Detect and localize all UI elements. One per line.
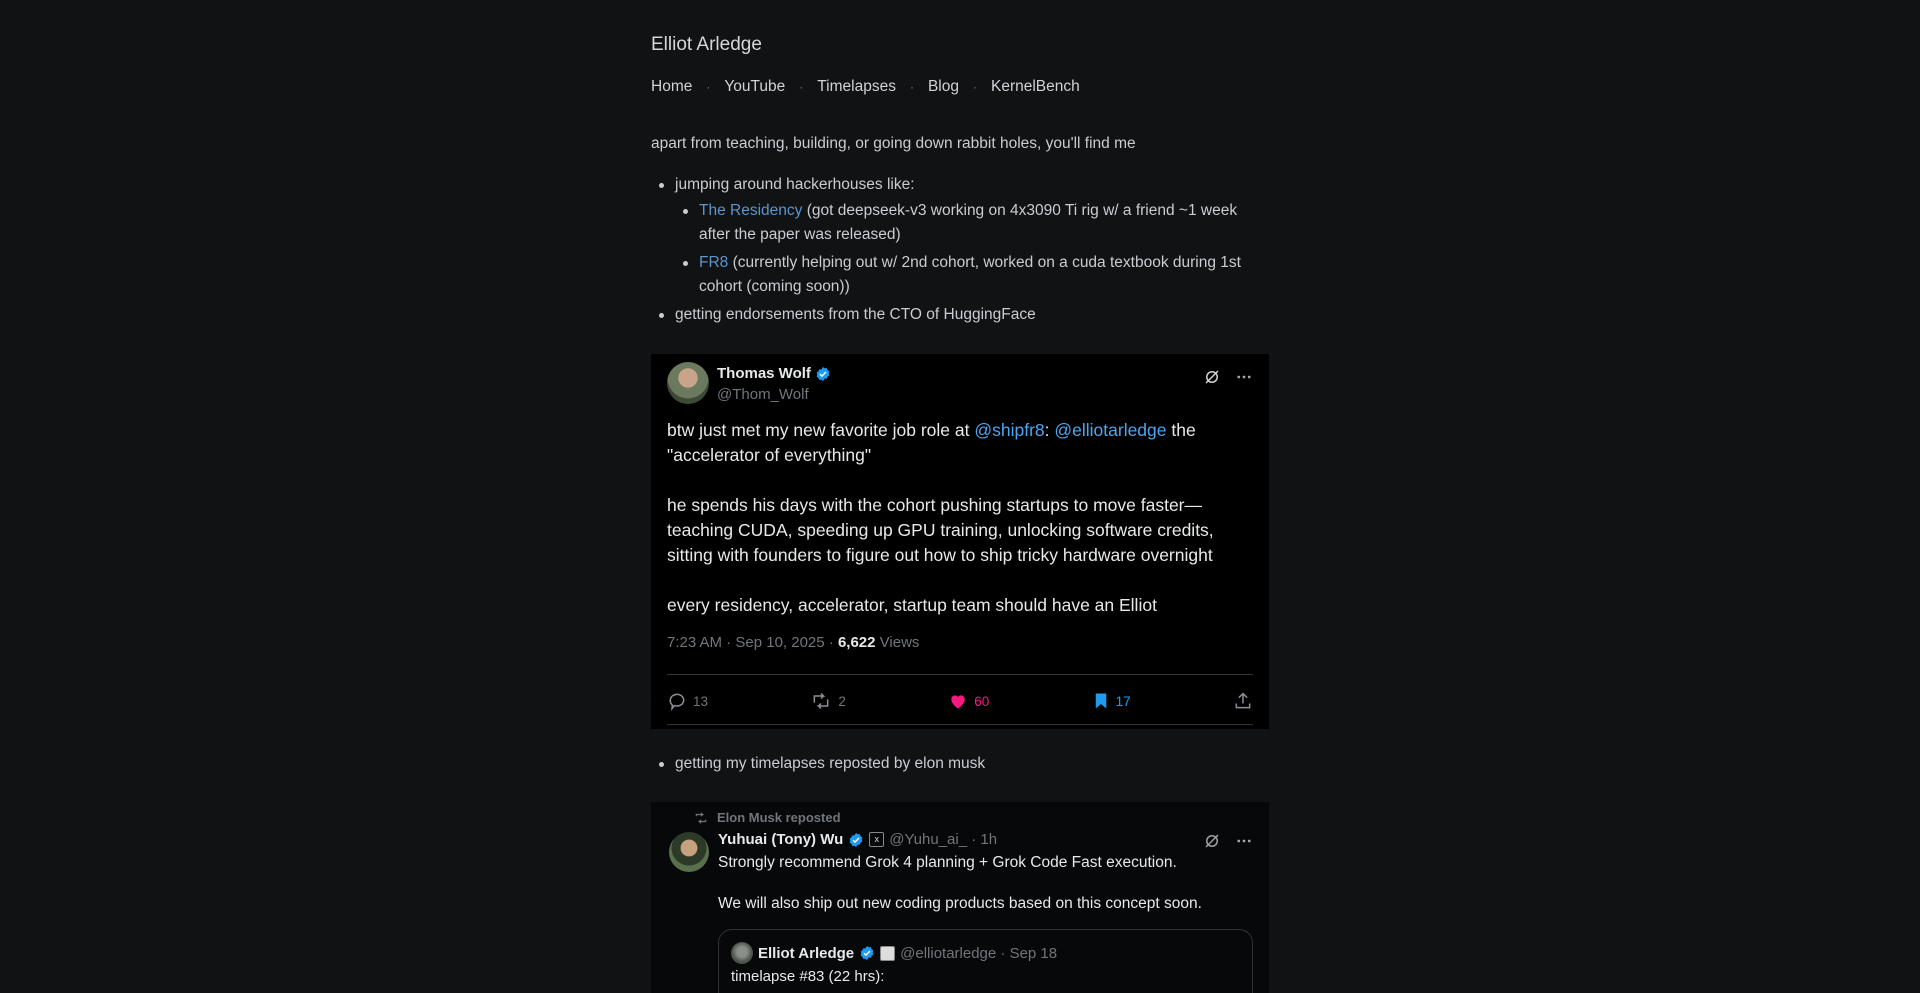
mention-shipfr8[interactable]: @shipfr8 xyxy=(974,420,1045,440)
reply-icon xyxy=(667,691,687,711)
site-title: Elliot Arledge xyxy=(651,34,762,55)
bookmark-button[interactable] xyxy=(1092,691,1131,711)
repost-label[interactable]: Elon Musk reposted xyxy=(717,810,841,825)
list-item-text: (got deepseek-v3 working on 4x3090 Ti rig w/ a friend ~1 week after the paper was released) xyxy=(699,202,1238,243)
quoted-tweet-text: timelapse #83 (22 hrs): xyxy=(731,968,885,985)
more-options-icon[interactable] xyxy=(1235,832,1253,850)
view-count: 6,622 xyxy=(837,634,876,651)
embedded-tweet-yuhuai-wu[interactable] xyxy=(651,802,1269,993)
tweet-body xyxy=(667,418,1253,643)
verified-badge-icon xyxy=(848,832,864,848)
repost-icon xyxy=(810,691,832,711)
nav-home[interactable]: Home xyxy=(651,78,693,95)
grok-icon[interactable] xyxy=(1203,832,1221,850)
tweet-header-icons xyxy=(1203,832,1253,850)
tweet-header xyxy=(667,362,1253,406)
hackerhouse-list xyxy=(675,199,1271,299)
avatar xyxy=(731,942,753,964)
bookmark-icon xyxy=(1092,691,1110,711)
verified-badge-icon xyxy=(815,366,831,382)
verified-badge-icon xyxy=(859,945,875,961)
like-button[interactable] xyxy=(948,691,989,711)
views-label: Views xyxy=(875,634,920,651)
like-count: 60 xyxy=(974,693,990,709)
tweet-paragraph: every residency, accelerator, startup team should have an Elliot xyxy=(667,595,1157,615)
embedded-tweet-thomas-wolf[interactable] xyxy=(651,354,1269,729)
more-options-icon[interactable] xyxy=(1235,368,1253,386)
tweet-paragraph: Strongly recommend Grok 4 planning + Grok Code Fast execution. xyxy=(718,854,1177,871)
list-item-text: getting endorsements from the CTO of HuggingFace xyxy=(675,306,1036,323)
avatar[interactable] xyxy=(669,832,709,872)
reply-count: 13 xyxy=(693,693,709,709)
reply-button[interactable] xyxy=(667,691,708,711)
affiliate-badge-icon: x xyxy=(869,832,884,847)
nav-separator: · xyxy=(706,80,711,94)
nav-separator: · xyxy=(973,80,977,94)
list-item-text: (currently helping out w/ 2nd cohort, worked on a cuda textbook during 1st cohort (coming soon)) xyxy=(699,254,1241,295)
tweet-author-name[interactable] xyxy=(717,365,831,382)
divider xyxy=(667,674,1253,675)
heart-icon xyxy=(948,691,968,711)
bookmark-count: 17 xyxy=(1115,693,1131,709)
quoted-tweet-header xyxy=(731,942,1057,964)
repost-icon xyxy=(693,811,709,825)
tweet-actions xyxy=(667,686,1253,716)
repost-button[interactable] xyxy=(810,691,846,711)
author-name: Thomas Wolf xyxy=(717,365,811,382)
list-item-text: getting my timelapses reposted by elon musk xyxy=(675,755,986,772)
affiliate-badge-icon xyxy=(880,946,895,961)
share-button[interactable] xyxy=(1233,691,1253,711)
tweet-text: : xyxy=(1044,420,1055,440)
author-name[interactable]: Yuhuai (Tony) Wu xyxy=(718,831,844,848)
list-item-text: jumping around hackerhouses like: xyxy=(675,176,915,193)
activities-list xyxy=(651,173,1271,327)
nav-separator: · xyxy=(799,80,804,94)
nav-blog[interactable]: Blog xyxy=(927,78,959,95)
list-item xyxy=(675,199,1271,247)
intro-text: apart from teaching, building, or going down rabbit holes, you'll find me xyxy=(651,135,1136,152)
mention-elliotarledge[interactable]: @elliotarledge xyxy=(1054,420,1167,440)
repost-count: 2 xyxy=(838,693,846,709)
nav-separator: · xyxy=(909,80,914,94)
tweet-paragraph: he spends his days with the cohort pushing startups to move faster—teaching CUDA, speeding up GPU training, unlocking software credits, sitting with founders to figure out how to ship tricky hardware overnight xyxy=(667,495,1214,565)
repost-indicator xyxy=(693,810,841,825)
tweet-timestamp[interactable]: 7:23 AM · Sep 10, 2025 · xyxy=(667,634,838,651)
nav-youtube[interactable]: YouTube xyxy=(724,78,786,95)
author-handle-time[interactable]: @Yuhu_ai_ · 1h xyxy=(889,831,998,848)
nav-kernelbench[interactable]: KernelBench xyxy=(991,78,1080,95)
main-nav xyxy=(651,78,1080,96)
author-name: Elliot Arledge xyxy=(758,944,855,962)
tweet-author-handle[interactable]: @Thom_Wolf xyxy=(717,386,809,403)
the-residency-link[interactable]: The Residency xyxy=(699,202,803,219)
tweet-text: the "accelerator of everything" xyxy=(667,420,1196,465)
list-item xyxy=(651,752,1271,776)
author-handle-time: @elliotarledge · Sep 18 xyxy=(900,944,1058,962)
tweet-header xyxy=(718,831,997,848)
tweet-paragraph: We will also ship out new coding products based on this concept soon. xyxy=(718,895,1202,912)
tweet-text: btw just met my new favorite job role at xyxy=(667,420,975,440)
quoted-tweet[interactable] xyxy=(718,929,1253,993)
list-item xyxy=(675,251,1271,299)
activities-list-continued xyxy=(651,752,1271,776)
tweet-header-icons xyxy=(1203,368,1253,386)
list-item xyxy=(651,173,1271,299)
avatar[interactable] xyxy=(667,362,709,404)
tweet-meta xyxy=(667,634,919,651)
tweet-body xyxy=(718,853,1253,935)
list-item xyxy=(651,303,1271,327)
nav-timelapses[interactable]: Timelapses xyxy=(817,78,896,95)
grok-icon[interactable] xyxy=(1203,368,1221,386)
divider xyxy=(667,724,1253,725)
share-icon xyxy=(1233,691,1253,711)
fr8-link[interactable]: FR8 xyxy=(699,254,729,271)
